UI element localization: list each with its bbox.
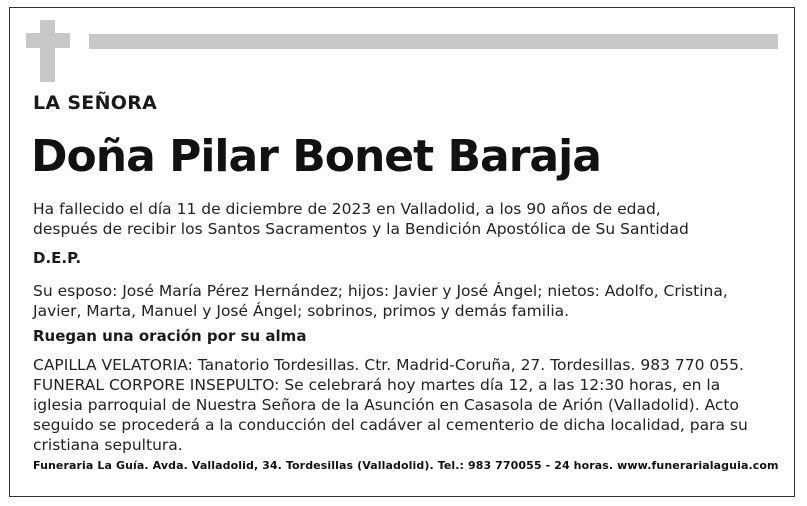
service-line: FUNERAL CORPORE INSEPULTO: Se celebrará hoy martes día 12, a las 12:30 horas, en la	[33, 376, 721, 394]
subtitle: LA SEÑORA	[33, 92, 158, 114]
funeral-home-footer: Funeraria La Guía. Avda. Valladolid, 34. Tordesillas (Valladolid). Tel.: 983 770055 - 24 horas. www.funerarialaguia.com	[33, 459, 779, 472]
service-line: cristiana sepultura.	[33, 436, 183, 454]
cross-icon-arm	[26, 33, 70, 48]
announcement-line: Ha fallecido el día 11 de diciembre de 2023 en Valladolid, a los 90 años de edad,	[33, 200, 661, 218]
rip-label: D.E.P.	[33, 249, 82, 267]
service-line: iglesia parroquial de Nuestra Señora de la Asunción en Casasola de Arión (Valladolid). Acto	[33, 396, 739, 414]
deceased-name: Doña Pilar Bonet Baraja	[31, 131, 601, 182]
header-rule	[89, 34, 778, 49]
prayer-request: Ruegan una oración por su alma	[33, 327, 307, 345]
family-line: Su esposo: José María Pérez Hernández; hijos: Javier y José Ángel; nietos: Adolfo, Cristina,	[33, 282, 728, 300]
service-line: CAPILLA VELATORIA: Tanatorio Tordesillas. Ctr. Madrid-Coruña, 27. Tordesillas. 983 770 055.	[33, 356, 744, 374]
announcement-line: después de recibir los Santos Sacramentos y la Bendición Apostólica de Su Santidad	[33, 220, 689, 238]
service-line: seguido se procederá a la conducción del cadáver al cementerio de dicha localidad, para su	[33, 416, 748, 434]
family-line: Javier, Marta, Manuel y José Ángel; sobrinos, primos y demás familia.	[33, 302, 570, 320]
cross-icon	[40, 20, 55, 82]
